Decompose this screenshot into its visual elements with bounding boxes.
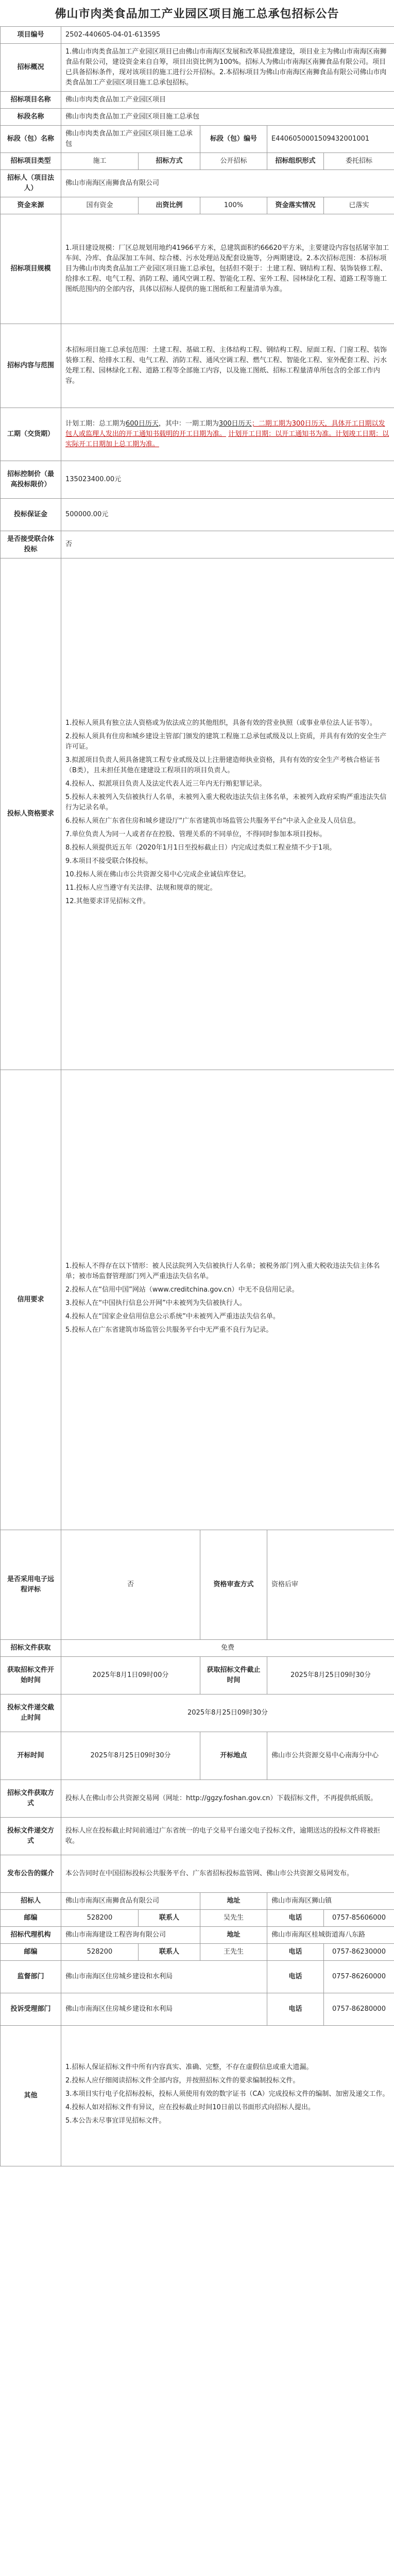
announcement-table [0, 26, 394, 2166]
budget-value: 135023400.00元 [61, 461, 394, 499]
requirement-item: 3.拟派项目负责人须具备建筑工程专业贰级及以上注册建造师执业资格，具有有效的安全生产考核合格证书（B类），且未担任其他在建建设工程项目的项目负责人。 [65, 756, 380, 774]
row-bidder-zip [1, 1910, 394, 1927]
doc-end-value: 2025年8月25日09时30分 [267, 1657, 394, 1694]
other-list [61, 2026, 394, 2166]
section-code: E4406050001509432001001 [267, 126, 394, 153]
doc-fee-value: 免费 [61, 1640, 394, 1657]
complaint-label: 投诉受理部门 [1, 1993, 61, 2026]
budget-label: 招标控制价（最高投标限价） [1, 461, 61, 499]
tender-org-label: 招标组织形式 [267, 153, 324, 170]
row-other [1, 2026, 394, 2166]
requirement-item: 7.单位负责人为同一人或者存在控股、管理关系的不同单位，不得同时参加本项目投标。 [65, 831, 327, 838]
credit-item: 3.投标人在“中国执行信息公开网”中未被列为失信被执行人。 [65, 1299, 246, 1307]
section-name-label: 标段名称 [1, 109, 61, 126]
supervise-label: 监督部门 [1, 1961, 61, 1993]
complaint-phone-label: 电话 [267, 1993, 324, 2026]
contact-person-value: 吴先生 [200, 1910, 267, 1927]
agent-label: 招标代理机构 [1, 1927, 61, 1944]
period-phase1: 300日历天 [218, 420, 252, 428]
row-doc-time [1, 1657, 394, 1694]
period-mid2: ；二期工期为300日历天，具体开工日期以发包人或监理人发出的开工通知书载明的开工日期为准。 [65, 420, 385, 438]
requirement-item: 6.投标人须在广东省住房和城乡建设厅“广东省建筑市场监管公共服务平台”中录入企业及人员信息。 [65, 817, 360, 825]
tender-mode-value: 公开招标 [200, 153, 267, 170]
agent-contact-value: 王先生 [200, 1944, 267, 1961]
row-section-name [1, 109, 394, 126]
row-bidder-contact [1, 1893, 394, 1910]
requirement-item: 8.投标人须提供近五年（2020年1月1日至投标截止日）内完成过类似工程业绩不少于1项。 [65, 844, 336, 852]
period-prefix: 计划工期：总工期为 [65, 420, 126, 428]
requirement-item: 10.投标人须在佛山市公共资源交易中心完成企业诚信库登记。 [65, 871, 250, 878]
row-project-name [1, 92, 394, 109]
requirement-item: 4.投标人、拟派项目负责人及法定代表人近三年内无行贿犯罪记录。 [65, 780, 266, 788]
method-value: 资格后审 [267, 1530, 394, 1640]
get-doc-label: 招标文件获取方式 [1, 1780, 61, 1818]
funding-ratio-label: 出资比例 [139, 197, 200, 214]
doc-start-value: 2025年8月1日09时00分 [61, 1657, 200, 1694]
other-item: 3.本项目实行电子化招标投标，投标人须使用有效的数字证书（CA）完成投标文件的编制、加密及递交工作。 [65, 2090, 389, 2098]
funding-status-value: 已落实 [324, 197, 394, 214]
project-code-label: 项目编号 [1, 27, 61, 44]
credit-item: 2.投标人在“信用中国”网站（www.creditchina.gov.cn）中无不良信用记录。 [65, 1286, 299, 1294]
bid-submit-value: 投标人应在投标截止时间前通过广东省统一的电子交易平台递交电子投标文件，逾期送达的投标文件将被拒收。 [61, 1818, 394, 1855]
agent-zip-value: 528200 [61, 1944, 139, 1961]
other-label: 其他 [1, 2026, 61, 2166]
tender-type-value: 施工 [61, 153, 139, 170]
section-label: 标段（包）名称 [1, 126, 61, 153]
bidder-value: 佛山市南海区南狮食品有限公司 [61, 170, 394, 197]
agent-address-label: 地址 [200, 1927, 267, 1944]
requirements-list [61, 558, 394, 1070]
row-consortium [1, 531, 394, 558]
row-funding [1, 197, 394, 214]
consortium-value: 否 [61, 531, 394, 558]
bid-submit-label: 投标文件递交方式 [1, 1818, 61, 1855]
other-item: 1.招标人保证招标文件中所有内容真实、准确、完整，不存在虚假信息或重大遗漏。 [65, 2063, 313, 2071]
scope-label: 招标内容与范围 [1, 324, 61, 408]
agent-contact-label: 联系人 [139, 1944, 200, 1961]
bidder-label: 招标人（项目法人） [1, 170, 61, 197]
credit-item: 5.投标人在广东省建筑市场监管公共服务平台中无严重不良行为记录。 [65, 1326, 273, 1334]
contact-person-label: 联系人 [139, 1910, 200, 1927]
agent-zip-label: 邮编 [1, 1944, 61, 1961]
open-label: 开标时间 [1, 1732, 61, 1780]
scale-label: 招标项目规模 [1, 214, 61, 324]
contact-bidder-value: 佛山市南海区南狮食品有限公司 [61, 1893, 200, 1910]
page-title: 佛山市肉类食品加工产业园区项目施工总承包招标公告 [55, 8, 339, 21]
supervise-value: 佛山市南海区住房城乡建设和水利局 [61, 1961, 267, 1993]
project-name-value: 佛山市肉类食品加工产业园区项目 [61, 92, 394, 109]
media-label: 发布公告的媒介 [1, 1855, 61, 1893]
row-scope [1, 324, 394, 408]
requirements-label: 投标人资格要求 [1, 558, 61, 1070]
method-label: 资格审查方式 [200, 1530, 267, 1640]
contact-zip-label: 邮编 [1, 1910, 61, 1927]
tender-mode-label: 招标方式 [139, 153, 200, 170]
media-value: 本公告同时在中国招标投标公共服务平台、广东省招标投标监管网、佛山市公共资源交易网发布。 [61, 1855, 394, 1893]
requirement-item: 9.本项目不接受联合体投标。 [65, 857, 152, 865]
remote-value: 否 [61, 1530, 200, 1640]
row-tender-overview [1, 44, 394, 92]
row-media [1, 1855, 394, 1893]
credit-list [61, 1070, 394, 1530]
period-suffix: 计划开工日期：以开工通知书为准。计划竣工日期：以实际开工日期加上总工期为准。 [65, 430, 389, 448]
tender-overview-text: 1.佛山市肉类食品加工产业园区项目已由佛山市南海区发展和改革局批准建设，项目业主为佛山市南海区南狮食品有限公司，建设资金来自自筹，项目出资比例为100%。招标人为佛山市南海区南狮食品有限公司。项目已具备招标条件，现对该项目的施工进行公开招标。2.本招标项目为佛山市南海区南狮食品有限公司佛山市肉类食品加工产业园区项目施工总承包招标。 [61, 44, 394, 92]
open-place-label: 开标地点 [200, 1732, 267, 1780]
other-item: 2.投标人应仔细阅读招标文件全部内容，并按照招标文件的要求编制投标文件。 [65, 2077, 300, 2084]
deposit-label: 投标保证金 [1, 499, 61, 531]
period-mid: ，其中：一期工期为 [158, 420, 219, 428]
requirement-item: 2.投标人须具有住房和城乡建设主管部门颁发的建筑工程施工总承包贰级及以上资质，并具有有效的安全生产许可证。 [65, 733, 387, 751]
row-bid-submit [1, 1818, 394, 1855]
period-label: 工期（交货期） [1, 408, 61, 461]
row-bid-end [1, 1694, 394, 1732]
period-value [61, 408, 394, 461]
row-remote [1, 1530, 394, 1640]
requirement-item: 11.投标人应当遵守有关法律、法规和规章的规定。 [65, 884, 217, 892]
requirement-item: 1.投标人须具有独立法人资格或为依法成立的其他组织，具备有效的营业执照（或事业单位法人证书等）。 [65, 719, 376, 727]
contact-address-value: 佛山市南海区狮山镇 [267, 1893, 394, 1910]
other-item: 4.投标人如对招标文件有异议，应在投标截止时间10日前以书面形式向招标人提出。 [65, 2104, 315, 2111]
get-doc-value: 投标人在佛山市公共资源交易网（网址：http://ggzy.foshan.gov.cn）下载招标文件，不再提供纸质版。 [61, 1780, 394, 1818]
contact-address-label: 地址 [200, 1893, 267, 1910]
project-code-value: 2502-440605-04-01-613595 [61, 27, 394, 44]
scale-text: 1.项目建设规模：厂区总规划用地约41966平方米，总建筑面积约66620平方米，主要建设内容包括屠宰加工车间、冷库、食品深加工车间、综合楼、污水处理站及配套设施等，分两期建设。2.本次招标范围：本招标项目为佛山市肉类食品加工产业园区项目施工总承包，包括但不限于：土建工程、钢结构工程、装饰装修工程、给排水工程、电气工程、消防工程、通风空调工程、智能化工程、室外工程、园林绿化工程、道路工程等施工图纸范围内的全部内容，具体以招标人提供的施工图纸和工程量清单为准。 [61, 214, 394, 324]
row-agent [1, 1927, 394, 1944]
row-credit [1, 1070, 394, 1530]
row-budget [1, 461, 394, 499]
bid-end-label: 投标文件递交截止时间 [1, 1694, 61, 1732]
funding-source-value: 国有资金 [61, 197, 139, 214]
agent-phone-value: 0757-86230000 [324, 1944, 394, 1961]
requirement-item: 12.其他要求详见招标文件。 [65, 897, 150, 905]
credit-item: 1.投标人不得存在以下情形：被人民法院列入失信被执行人名单；被税务部门列入重大税收违法失信主体名单；被市场监督管理部门列入严重违法失信名单。 [65, 1262, 380, 1280]
tender-type-label: 招标项目类型 [1, 153, 61, 170]
scope-text: 本招标项目施工总承包范围：土建工程、基础工程、主体结构工程、钢结构工程、屋面工程、门窗工程、装饰装修工程、给排水工程、电气工程、消防工程、通风空调工程、燃气工程、智能化工程、室外配套工程、污水处理工程、园林绿化工程、道路工程等全部施工内容，以及施工图纸、招标工程量清单所包含的全部工作内容。 [61, 324, 394, 408]
remote-label: 是否采用电子远程评标 [1, 1530, 61, 1640]
requirement-item: 5.投标人未被列入失信被执行人名单，未被列入重大税收违法失信主体名单，未被列入政府采购严重违法失信行为记录名单。 [65, 793, 387, 811]
funding-status-label: 资金落实情况 [267, 197, 324, 214]
project-name-label: 招标项目名称 [1, 92, 61, 109]
row-open [1, 1732, 394, 1780]
agent-value: 佛山市南海建设工程咨询有限公司 [61, 1927, 200, 1944]
contact-phone-label: 电话 [267, 1910, 324, 1927]
row-get-doc [1, 1780, 394, 1818]
period-total: 600日历天 [126, 420, 159, 428]
other-item: 5.本公告未尽事宜详见招标文件。 [65, 2117, 166, 2125]
deposit-value: 500000.00元 [61, 499, 394, 531]
funding-source-label: 资金来源 [1, 197, 61, 214]
row-supervise [1, 1961, 394, 1993]
supervise-phone-value: 0757-86260000 [324, 1961, 394, 1993]
row-complaint [1, 1993, 394, 2026]
doc-start-label: 获取招标文件开始时间 [1, 1657, 61, 1694]
funding-ratio-value: 100% [200, 197, 267, 214]
supervise-phone-label: 电话 [267, 1961, 324, 1993]
section-code-label: 标段（包）编号 [200, 126, 267, 153]
contact-bidder-label: 招标人 [1, 1893, 61, 1910]
tender-org-value: 委托招标 [324, 153, 394, 170]
credit-label: 信用要求 [1, 1070, 61, 1530]
section-name: 佛山市肉类食品加工产业园区项目施工总承包 [61, 126, 200, 153]
credit-item: 4.投标人在“国家企业信用信息公示系统”中未被列入严重违法失信名单。 [65, 1313, 280, 1320]
agent-address-value: 佛山市南海区桂城街道海八东路 [267, 1927, 394, 1944]
row-deposit [1, 499, 394, 531]
contact-phone-value: 0757-85606000 [324, 1910, 394, 1927]
row-scale [1, 214, 394, 324]
consortium-label: 是否接受联合体投标 [1, 531, 61, 558]
row-tender-type [1, 153, 394, 170]
tender-overview-label: 招标概况 [1, 44, 61, 92]
open-value: 2025年8月25日09时30分 [61, 1732, 200, 1780]
open-place-value: 佛山市公共资源交易中心南海分中心 [267, 1732, 394, 1780]
row-requirements [1, 558, 394, 1070]
section-name-value: 佛山市肉类食品加工产业园区项目施工总承包 [61, 109, 394, 126]
row-doc-fee [1, 1640, 394, 1657]
complaint-phone-value: 0757-86280000 [324, 1993, 394, 2026]
row-bidder [1, 170, 394, 197]
contact-zip-value: 528200 [61, 1910, 139, 1927]
row-agent-zip [1, 1944, 394, 1961]
doc-fee-label: 招标文件获取 [1, 1640, 61, 1657]
row-project-code [1, 27, 394, 44]
agent-phone-label: 电话 [267, 1944, 324, 1961]
row-section-code [1, 126, 394, 153]
row-period [1, 408, 394, 461]
bid-end-value: 2025年8月25日09时30分 [61, 1694, 394, 1732]
complaint-value: 佛山市南海区住房城乡建设和水利局 [61, 1993, 267, 2026]
doc-end-label: 获取招标文件截止时间 [200, 1657, 267, 1694]
